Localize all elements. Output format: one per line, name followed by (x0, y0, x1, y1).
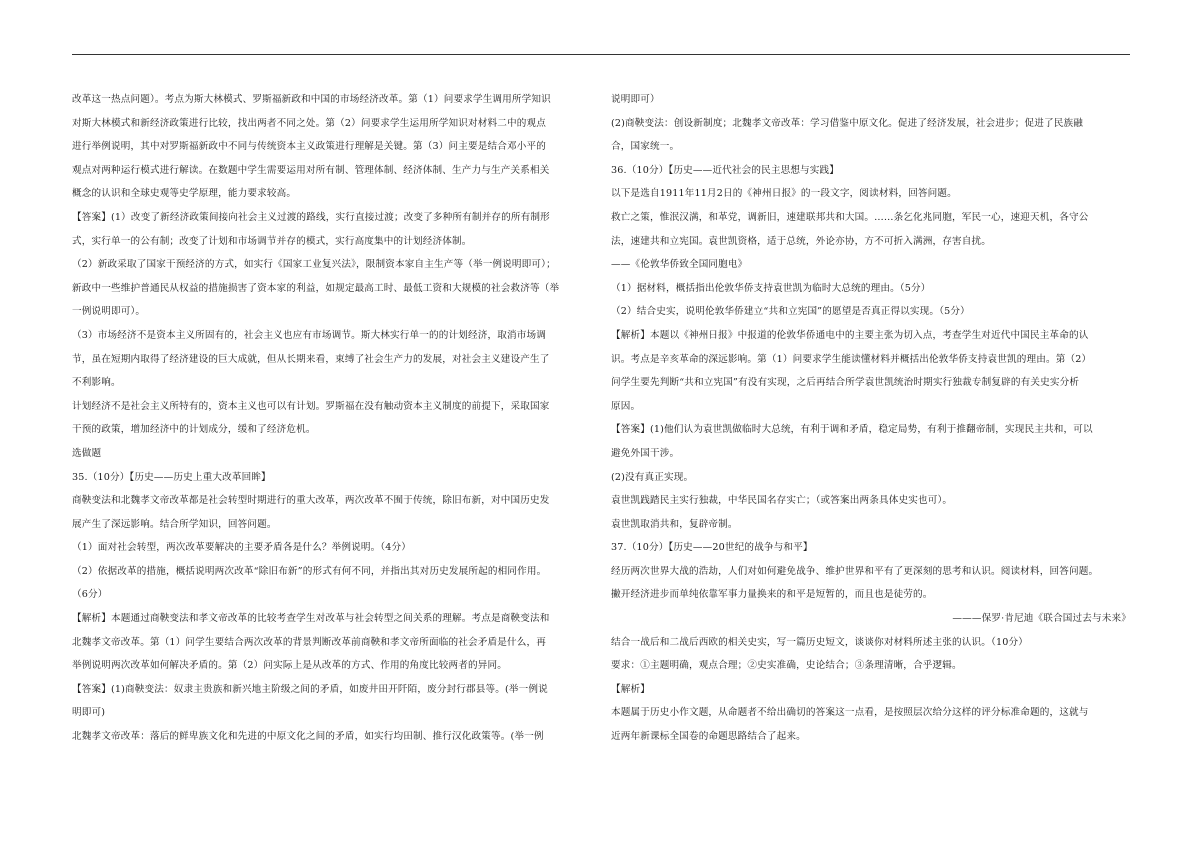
left-column (72, 88, 590, 749)
text-line: （2）依据改革的措施，概括说明两次改革“除旧布新”的形式有何不同，并指出其对历史发展所起的相同作用。 (72, 565, 547, 577)
text-line: 展产生了深远影响。结合所学知识，回答问题。 (72, 518, 277, 530)
text-line: 干预的政策，增加经济中的计划成分，缓和了经济危机。 (72, 424, 316, 436)
text-line: 袁世凯践踏民主实行独裁，中华民国名存实亡；（或答案出两条具体史实也可）。 (611, 495, 953, 507)
text-line: 经历两次世界大战的浩劫，人们对如何避免战争、维护世界和平有了更深刻的思考和认识。阅读材料，回答问题。 (611, 565, 1099, 577)
text-line: 观点对两种运行模式进行解读。在数题中学生需要运用对所有制、管理体制、经济体制、生产力与生产关系相关 (72, 164, 550, 176)
text-line: 问学生要先判断“共和立宪国”有没有实现，之后再结合所学袁世凯统治时期实行独裁专制复辟的有关史实分析 (611, 377, 1080, 389)
text-line: （2）结合史实，说明伦敦华侨建立“共和立宪国”的愿望是否真正得以实现。（5分） (611, 306, 970, 318)
right-column (611, 88, 1131, 749)
text-line: 商鞅变法和北魏孝文帝改革都是社会转型时期进行的重大改革，两次改革不囿于传统，除旧布新，对中国历史发 (72, 495, 550, 507)
text-line: （2）新政采取了国家干预经济的方式，如实行《国家工业复兴法》，限制资本家自主生产等（举一例说明即可）； (72, 259, 556, 271)
text-line: 节，虽在短期内取得了经济建设的巨大成就，但从长期来看，束缚了社会生产力的发展，对社会主义建设产生了 (72, 353, 550, 365)
text-line: 对斯大林模式和新经济政策进行比较，找出两者不同之处。第（2）问要求学生运用所学知识对材料二中的观点 (72, 117, 546, 129)
text-line: 不利影响。 (72, 377, 121, 389)
text-line: 结合一战后和二战后西欧的相关史实，写一篇历史短文，谈谈你对材料所述主张的认识。（10分） (611, 636, 1028, 648)
text-line: （3）市场经济不是资本主义所固有的，社会主义也应有市场调节。斯大林实行单一的的计划经济，取消市场调 (72, 329, 546, 341)
text-line: 北魏孝文帝改革。第（1）问学生要结合两次改革的背景判断改革前商鞅和孝文帝所面临的社会矛盾是什么，再 (72, 636, 546, 648)
text-line: 原因。 (611, 400, 641, 412)
text-line: 【解析】本题通过商鞅变法和孝文帝改革的比较考查学生对改革与社会转型之间关系的理解。考点是商鞅变法和 (72, 613, 550, 625)
text-line: 本题属于历史小作文题，从命题者不给出确切的答案这一点看，是按照层次给分这样的评分标准命题的，这就与 (611, 707, 1089, 719)
text-line: 计划经济不是社会主义所特有的，资本主义也可以有计划。罗斯福在没有触动资本主义制度的前提下，采取国家 (72, 400, 550, 412)
text-line: 【答案】(1)商鞅变法：奴隶主贵族和新兴地主阶级之间的矛盾，如废井田开阡陌，废分封行郡县等。(举一例说 (72, 683, 548, 695)
text-line: 近两年新课标全国卷的命题思路结合了起来。 (611, 731, 806, 743)
source-citation: ———保罗·肯尼迪《联合国过去与未来》 (952, 613, 1131, 625)
text-line: 说明即可） (611, 94, 660, 105)
section-heading: 选做题 (72, 447, 102, 459)
text-line: 撇开经济进步而单纯依靠军事力量换来的和平是短暂的，而且也是徒劳的。 (611, 589, 933, 601)
text-line: 明即可) (72, 707, 106, 719)
text-line: 改革这一热点问题）。考点为斯大林模式、罗斯福新政和中国的市场经济改革。第（1）问要求学生调用所学知识 (72, 94, 551, 105)
text-line: 北魏孝文帝改革：落后的鲜卑族文化和先进的中原文化之间的矛盾，如实行均田制、推行汉化政策等。(举一例 (72, 731, 544, 743)
top-rule (72, 54, 1130, 55)
text-line: (2)没有真正实现。 (611, 471, 694, 483)
text-line: 【解析】 (611, 683, 650, 695)
text-line: （1）据材料，概括指出伦敦华侨支持袁世凯为临时大总统的理由。（5分） (611, 282, 931, 294)
text-line: 法，速建共和立宪国。袁世凯资格，适于总统，外论亦协，方不可折入满洲，存害自扰。 (611, 235, 992, 247)
text-line: 避免外国干涉。 (611, 447, 680, 459)
text-line: 一例说明即可）。 (72, 306, 146, 318)
question-heading: 36.（10分）【历史——近代社会的民主思想与实践】 (611, 164, 840, 176)
text-line: 【答案】(1)他们认为袁世凯做临时大总统，有利于调和矛盾，稳定局势，有利于推翻帝制，实现民主共和，可以 (611, 424, 1093, 436)
text-line: 识。考点是辛亥革命的深远影响。第（1）问要求学生能读懂材料并概括出伦敦华侨支持袁世凯的理由。第（2） (611, 353, 1092, 365)
question-heading: 37.（10分）【历史——20世纪的战争与和平】 (611, 542, 813, 554)
text-line: 进行举例说明，其中对罗斯福新政中不同与传统资本主义政策进行理解是关键。第（3）问主要是结合邓小平的 (72, 141, 546, 153)
text-line: 【答案】(1）改变了新经济政策间接向社会主义过渡的路线，实行直接过渡；改变了多种所有制并存的所有制形 (72, 211, 550, 223)
text-line: 【解析】本题以《神州日报》中报道的伦敦华侨通电中的主要主张为切入点，考查学生对近代中国民主革命的认 (611, 329, 1089, 341)
text-line: 救亡之策，惟泯汉满，和革党，调新旧，速建联邦共和大国。……条乞化兆同胞，军民一心，速迎天机，各守公 (611, 211, 1089, 223)
text-line: 概念的认识和全球史观等史学原理，能力要求较高。 (72, 188, 297, 200)
text-line: (2)商鞅变法：创设新制度；北魏孝文帝改革：学习借鉴中原文化。促进了经济发展，社会进步；促进了民族融 (611, 117, 1083, 129)
text-line: 合，国家统一。 (611, 141, 680, 153)
text-line: （6分） (72, 589, 108, 601)
text-line: 要求：①主题明确，观点合理；②史实准确，史论结合；③条理清晰，合乎逻辑。 (611, 660, 962, 672)
text-line: 新政中一些维护普通民从权益的措施损害了资本家的利益，如规定最高工时、最低工资和大规模的社会救济等（举 (72, 282, 560, 294)
text-line: 式，实行单一的公有制；改变了计划和市场调节并存的模式，实行高度集中的计划经济体制。 (72, 235, 472, 247)
question-heading: 35.（10分）【历史——历史上重大改革回眸】 (72, 471, 271, 483)
text-line: （1）面对社会转型，两次改革要解决的主要矛盾各是什么？举例说明。（4分） (72, 542, 411, 554)
text-line: 以下是选自1911年11月2日的《神州日报》的一段文字，阅读材料，回答问题。 (611, 188, 957, 200)
text-line: 举例说明两次改革如何解决矛盾的。第（2）问实际上是从改革的方式、作用的角度比较两者的异同。 (72, 660, 507, 672)
source-citation: ——《伦敦华侨致全国同胞电》 (611, 259, 748, 271)
text-line: 袁世凯取消共和，复辟帝制。 (611, 518, 738, 530)
